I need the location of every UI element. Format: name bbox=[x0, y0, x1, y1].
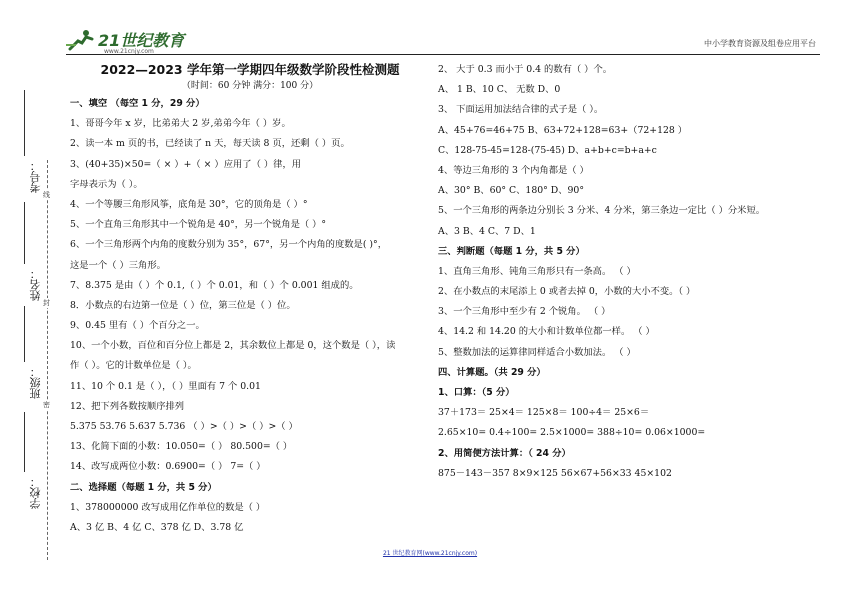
left-line: 9、0.45 里有（ ）个百分之一。 bbox=[70, 320, 205, 332]
left-line: 14、改写成两位小数：0.6900=（ ） 7=（ ） bbox=[70, 461, 266, 473]
binding-mark-seal: 封 bbox=[43, 299, 50, 307]
left-line: 1、378000000 改写成用亿作单位的数是（ ） bbox=[70, 501, 266, 513]
right-line: 1、直角三角形、钝角三角形只有一条高。 （ ） bbox=[438, 265, 636, 277]
right-line: A、45+76=46+75 B、63+72+128=63+（72+128 ） bbox=[438, 124, 688, 136]
school-field bbox=[24, 412, 25, 472]
exam-title: 2022—2023 学年第一学期四年级数学阶段性检测题 bbox=[100, 62, 400, 77]
right-line: 四、计算题。（共 29 分） bbox=[438, 366, 546, 378]
left-line: 二、选择题（每题 1 分，共 5 分） bbox=[70, 481, 217, 493]
left-line: 这是一个（ ）三角形。 bbox=[70, 259, 166, 271]
exam-subtitle: （时间：60 分钟 满分：100 分） bbox=[181, 81, 319, 91]
left-line: 10、一个小数，百位和百分位上都是 2，其余数位上都是 0，这个数是（ ），读 bbox=[70, 340, 396, 352]
platform-text: 中小学教育资源及组卷应用平台 bbox=[704, 39, 816, 48]
right-line: 37＋173＝ 25×4＝ 125×8＝ 100÷4＝ 25×6＝ bbox=[438, 407, 650, 419]
right-line: A、3 B、4 C、7 D、1 bbox=[438, 225, 536, 237]
left-line: 3、(40+35)×50=（ × ）+（ × ）应用了（ ）律，用 bbox=[70, 158, 302, 170]
right-line: 5、一个三角形的两条边分别长 3 分米、4 分米，第三条边一定比（ ）分米短。 bbox=[438, 205, 766, 217]
right-line: A、30° B、60° C、180° D、90° bbox=[438, 185, 584, 197]
left-question-list bbox=[70, 94, 430, 538]
right-line: 875－143－357 8×9×125 56×67+56×33 45×102 bbox=[438, 467, 672, 479]
runner-logo-icon bbox=[66, 29, 96, 51]
left-line: 13、化简下面的小数：10.050=（ ） 80.500=（ ） bbox=[70, 441, 293, 453]
left-line: 一、填空 （每空 1 分，29 分） bbox=[70, 98, 205, 109]
left-line: 2、读一本 m 页的书，已经读了 n 天，每天读 8 页，还剩（ ）页。 bbox=[70, 138, 350, 150]
left-line: 5、一个直角三角形其中一个锐角是 40°，另一个锐角是（ ）° bbox=[70, 219, 327, 231]
left-line: 作（ ）。它的计数单位是（ ）。 bbox=[70, 360, 197, 372]
binding-mark-line: 线 bbox=[43, 191, 50, 199]
class-label: 班级： bbox=[29, 366, 42, 399]
right-line: 1、口算：（5 分） bbox=[438, 387, 515, 398]
left-line: 4、一个等腰三角形风筝，底角是 30°，它的顶角是（ ）° bbox=[70, 198, 308, 210]
right-line: 2、 大于 0.3 而小于 0.4 的数有（ ）个。 bbox=[438, 64, 613, 75]
right-line: 三、判断题（每题 1 分，共 5 分） bbox=[438, 245, 585, 257]
left-line: 12、把下列各数按顺序排列 bbox=[70, 400, 185, 412]
right-line: 2、在小数点的末尾添上 0 或者去掉 0，小数的大小不变。（ ） bbox=[438, 286, 696, 298]
left-line: 11、10 个 0.1 是（ ），（ ）里面有 7 个 0.01 bbox=[70, 380, 261, 392]
right-line: 5、整数加法的运算律同样适合小数加法。 （ ） bbox=[438, 346, 636, 358]
right-line: 4、等边三角形的 3 个内角都是（ ） bbox=[438, 164, 589, 176]
right-line: C、128-75-45=128-(75-45) D、a+b+c=b+a+c bbox=[438, 144, 657, 156]
left-line: 字母表示为（ ）。 bbox=[70, 178, 143, 190]
left-line: 6、一个三角形两个内角的度数分别为 35°，67°，另一个内角的度数是( )°， bbox=[70, 239, 387, 251]
binding-dashed-line bbox=[47, 160, 48, 560]
school-label: 学校： bbox=[29, 476, 42, 509]
right-question-list bbox=[438, 60, 828, 484]
left-line: 8．小数点的右边第一位是（ ）位，第三位是（ ）位。 bbox=[70, 299, 296, 311]
binding-margin bbox=[0, 60, 60, 600]
logo-text: 21世纪教育 bbox=[98, 31, 185, 50]
binding-mark-secret: 密 bbox=[43, 401, 50, 409]
class-field bbox=[24, 306, 25, 362]
right-line: 4、14.2 和 14.20 的大小和计数单位都一样。 （ ） bbox=[438, 326, 655, 338]
name-field bbox=[24, 202, 25, 264]
name-label: 姓名： bbox=[29, 268, 42, 301]
left-column bbox=[70, 60, 430, 538]
right-line: 3、一个三角形中至少有 2 个锐角。 （ ） bbox=[438, 306, 611, 318]
left-line: 1、哥哥今年 x 岁，比弟弟大 2 岁,弟弟今年（ ）岁。 bbox=[70, 118, 291, 130]
right-line: 2、用简便方法计算：（ 24 分） bbox=[438, 447, 571, 459]
exam-no-field bbox=[24, 90, 25, 156]
exam-no-label: 考号： bbox=[29, 160, 42, 193]
left-line: A、3 亿 B、4 亿 C、378 亿 D、3.78 亿 bbox=[70, 521, 244, 533]
header-divider bbox=[66, 54, 820, 55]
left-line: 5.375 53.76 5.637 5.736 （ ）>（ ）>（ ）>（ ） bbox=[70, 421, 298, 432]
right-line: 2.65×10= 0.4÷100= 2.5×1000= 388÷10= 0.06×1000= bbox=[438, 427, 706, 439]
left-line: 7、8.375 是由（ ）个 0.1,（ ）个 0.01，和（ ）个 0.001 组成的。 bbox=[70, 279, 359, 291]
right-column bbox=[438, 60, 828, 484]
right-line: A、 1 B、10 C、 无数 D、0 bbox=[438, 84, 561, 96]
logo-url: www.21cnjy.com bbox=[104, 48, 154, 55]
footer-link[interactable]: 21 世纪教育网(www.21cnjy.com) bbox=[382, 550, 478, 557]
right-line: 3、 下面运用加法结合律的式子是（ ）。 bbox=[438, 104, 604, 116]
